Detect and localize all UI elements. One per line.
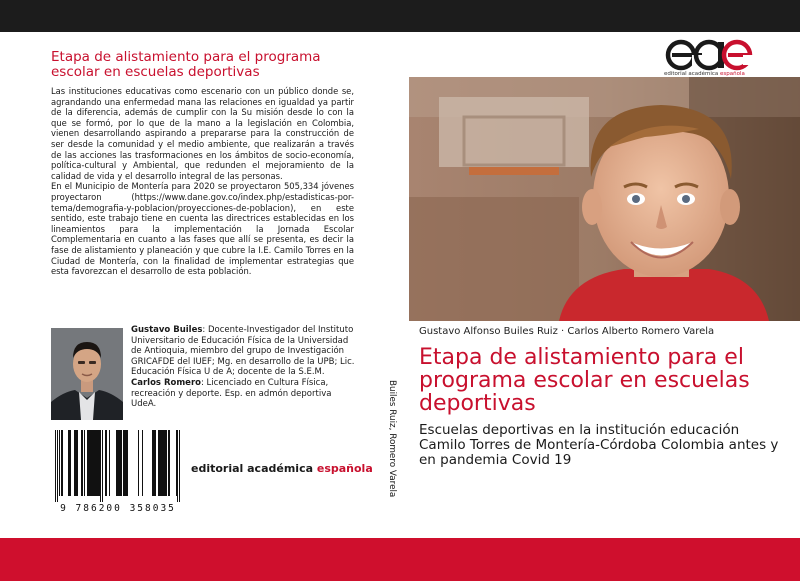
top-dark-band <box>0 0 800 32</box>
author2-bio: : Licenciado en Cultura Física, recreación y deporte. Esp. en admón deportiva UdeA. <box>131 377 332 410</box>
back-cover-title: Etapa de alistamiento para el programa escolar en escuelas deportivas <box>51 49 321 80</box>
front-cover-authors: Gustavo Alfonso Builes Ruiz · Carlos Alberto Romero Varela <box>419 326 715 337</box>
isbn-barcode <box>51 428 185 518</box>
author-portrait-icon <box>51 328 123 420</box>
blurb-paragraph: Las instituciones educativas como escenario con un público donde se, agrandando una enfermedad mana las relaciones en igualdad ya partir de la diferencia, además de cumplir con la Su misión desde lo con la que se formó, por lo que de la mano a la legislación en Colombia, vienen desarrollando aspirando a prepararse para la construcción de ser desde la comunidad y el medio ambiente, que realizarán a través de las acciones las trasformaciones en los ámbitos de socio-economía, política-cultural y Ambiental, que redunden el mejoramiento de la calidad de vida y el desarrollo integral de las personas. <box>51 86 354 181</box>
bottom-red-band <box>0 538 800 581</box>
author2-name: Carlos Romero <box>131 377 201 388</box>
back-cover-blurb <box>51 86 354 277</box>
front-cover-subtitle: Escuelas deportivas en la institución educación Camilo Torres de Montería-Córdoba Colombia antes y en pandemia Covid 19 <box>419 422 779 468</box>
eae-logo-icon <box>664 38 754 72</box>
smiling-boy-photo-icon <box>409 77 800 321</box>
back-publisher-name: editorial académica española <box>191 462 373 475</box>
author-bio <box>131 325 355 410</box>
author-photo <box>51 328 123 420</box>
isbn-number: 9 786200 358035 <box>60 503 176 514</box>
blurb-paragraph: En el Municipio de Montería para 2020 se proyectaron 505,334 jóvenes proyectaron (https://www.dane.gov.co/index.php/estadisticas-por-tema/demografia-y-poblacion/proyecciones-de-poblacion), en este sentido, este trabajo tiene en cuenta las directrices establecidas en los lineamientos para la implementación la Jornada Escolar Complementaria en cuanto a las fases que allí se presenta, es decir la fase de alistamiento y planeación y que cubre la I.E. Camilo Torres en la Ciudad de Montería, con la finalidad de implementar estrategias que esta favorezcan el desarrollo de esta población. <box>51 181 354 277</box>
author1-bio: : Docente-Investigador del Instituto Universitario de Educación Física de la Universidad de Antioquia, miembro del grupo de Investigación GRICAFDE del IUEF; Mg. en desarrollo de la UPB; Lic. Educación Física U de A; docente de la S.E.M. <box>131 325 355 378</box>
barcode-icon <box>51 428 185 502</box>
spine-author-text: Builes Ruiz, Romero Varela <box>387 380 397 498</box>
front-cover-title: Etapa de alistamiento para el programa escolar en escuelas deportivas <box>419 345 750 416</box>
logo-caption: editorial académica española <box>664 71 745 77</box>
cover-photo <box>409 77 800 321</box>
author1-name: Gustavo Builes <box>131 325 203 335</box>
